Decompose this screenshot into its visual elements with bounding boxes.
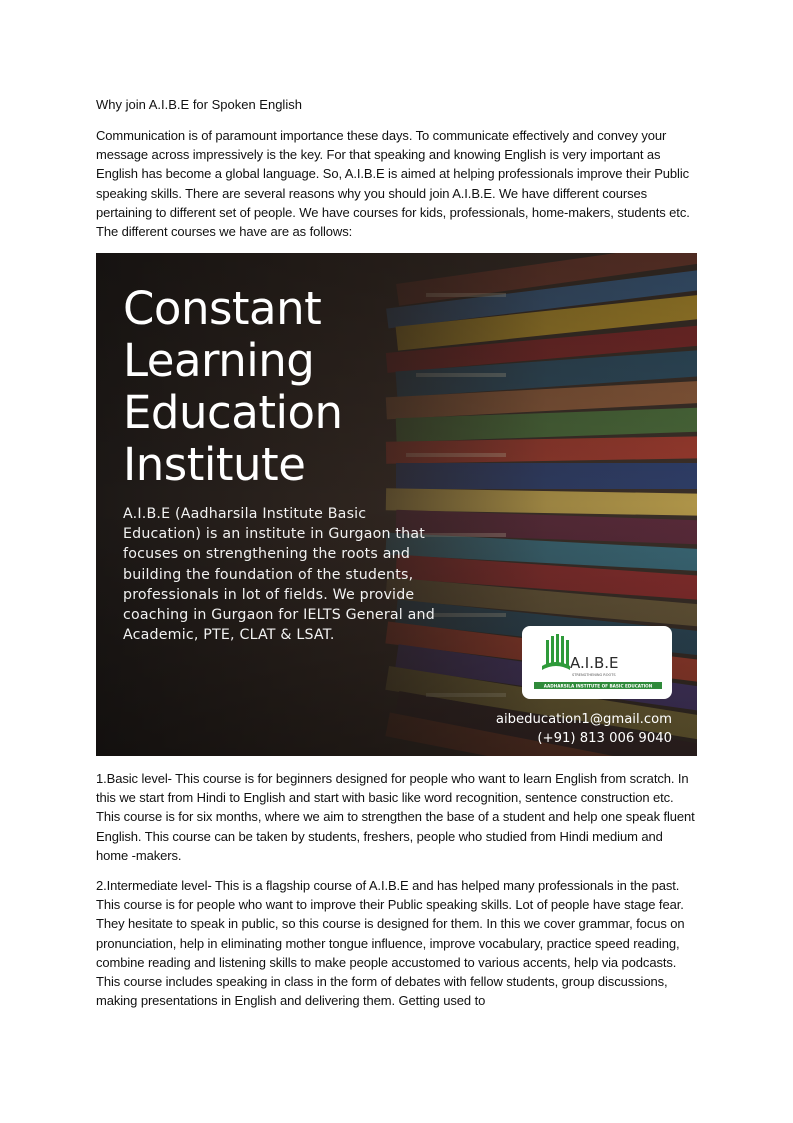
banner-title-line: Learning [123, 334, 315, 387]
intermediate-level-paragraph: 2.Intermediate level- This is a flagship course of A.I.B.E and has helped many professionals in the past. This course is for people who want to improve their Public speaking skills. Lot of people have stage fear. They hesitate to speak in public, so this course is designed for them. In this we cover grammar, focus on pronunciation, help in eliminating mother tongue influence, improve vocabulary, practice speed reading, combine reading and listening skills to make people accustomed to various accents, help via podcasts. This course includes speaking in class in the form of debates with fellow students, group discussions, making presentations in English and delivering them. Getting used to [96, 878, 685, 1009]
banner-title [123, 283, 343, 491]
aibe-logo [522, 626, 672, 699]
logo-tagline: STRENGTHENING ROOTS [572, 673, 616, 677]
logo-strip-text: AADHARSILA INSTITUTE OF BASIC EDUCATION [543, 683, 653, 689]
banner-contact [496, 710, 672, 748]
book-tree-icon [522, 626, 672, 699]
intro-paragraph: Communication is of paramount importance these days. To communicate effectively and convey your message across impressively is the key. For that speaking and knowing English is very important as English has become a global language. So, A.I.B.E is aimed at helping professionals improve their Public speaking skills. There are several reasons why you should join A.I.B.E. We have different courses pertaining to different set of people. We have courses for kids, professionals, home-makers, students etc. The different courses we have are as follows: [96, 128, 690, 240]
banner-description: A.I.B.E (Aadharsila Institute Basic Education) is an institute in Gurgaon that focuses on strengthening the roots and building the foundation of the students, professionals in lot of fields. We provide coaching in Gurgaon for IELTS General and Academic, PTE, CLAT & LSAT. [123, 506, 435, 644]
banner-title-line: Constant [123, 282, 322, 335]
banner-title-line: Institute [123, 438, 306, 491]
contact-phone: (+91) 813 006 9040 [537, 731, 672, 746]
contact-email: aibeducation1@gmail.com [495, 712, 672, 727]
promo-banner-image [96, 253, 697, 756]
banner-title-line: Education [123, 386, 343, 439]
logo-name: A.I.B.E [570, 654, 619, 672]
basic-level-paragraph: 1.Basic level- This course is for beginners designed for people who want to learn English from scratch. In this we start from Hindi to English and start with basic like word recognition, sentence construction etc. This course is for six months, where we aim to strengthen the base of a student and help one speak fluent English. This course can be taken by students, freshers, people who studied from Hindi medium and home -makers. [96, 771, 695, 863]
document-heading: Why join A.I.B.E for Spoken English [96, 97, 302, 112]
